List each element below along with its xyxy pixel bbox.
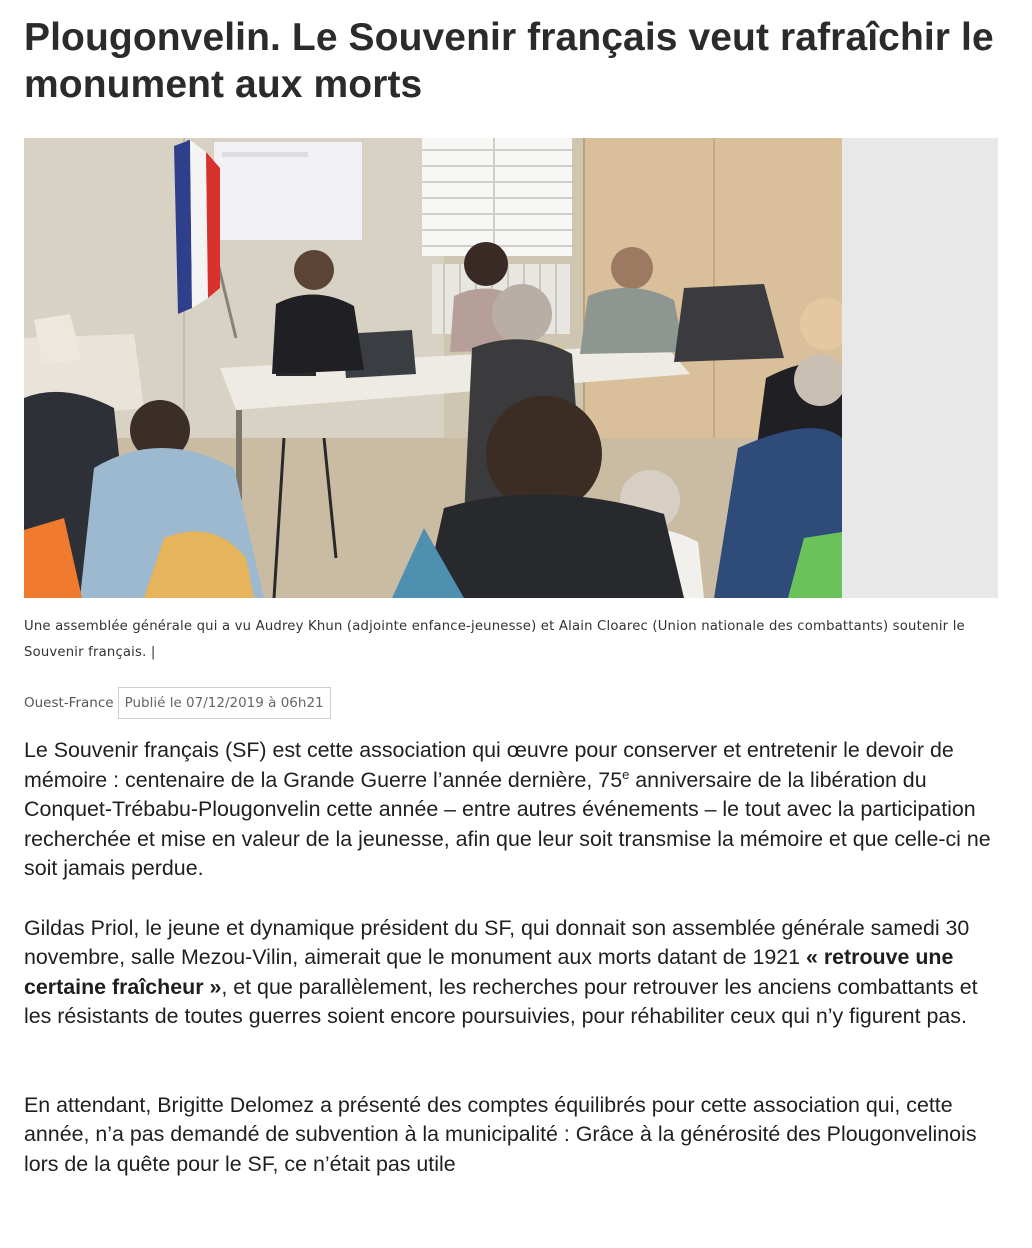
publication-date: Publié le 07/12/2019 à 06h21: [118, 687, 331, 719]
paragraph-2-quote: « retrouve une certaine fraîcheur »: [24, 945, 954, 999]
paragraph-1: [24, 736, 1004, 884]
paragraph-3: En attendant, Brigitte Delomez a présenté des comptes équilibrés pour cette association qui, cette année, n’a pas demandé de subvention à la municipalité : Grâce à la générosité des Plougonvelinois lors de la quête pour le SF, ce n’était pas utile: [24, 1092, 977, 1176]
article: [24, 14, 1014, 108]
paragraph-1-part-a: Le Souvenir français (SF) est cette association qui œuvre pour conserver et entretenir le devoir de mémoire : centenaire de la Grande Guerre l’année dernière, 75: [24, 738, 954, 792]
photo-caption: Une assemblée générale qui a vu Audrey Khun (adjointe enfance-jeunesse) et Alain Cloarec (Union nationale des combattants) soutenir le Souvenir français. |: [24, 619, 965, 660]
article-meta: [24, 686, 331, 720]
paragraph-2-part-a: Gildas Priol, le jeune et dynamique président du SF, qui donnait son assemblée générale samedi 30 novembre, salle Mezou-Vilin, aimerait que le monument aux morts datant de 1921: [24, 915, 970, 969]
ordinal-superscript: e: [622, 766, 630, 782]
article-headline: Plougonvelin. Le Souvenir français veut rafraîchir le monument aux morts: [24, 16, 994, 106]
paragraph-2: [24, 914, 1004, 1032]
paragraph-1-part-b: anniversaire de la libération du Conquet-Trébabu-Plougonvelin cette année – entre autres événements – le tout avec la participation recherchée et mise en valeur de la jeunesse, afin que leur soit transmise la mémoire et que celle-ci ne soit jamais perdue.: [24, 767, 991, 880]
paragraph-2-part-b: , et que parallèlement, les recherches pour retrouver les anciens combattants et les résistants de toutes guerres soient encore poursuivies, pour réhabiliter ceux qui n’y figurent pas.: [24, 974, 978, 1028]
source-label[interactable]: Ouest-France: [24, 695, 114, 711]
article-body: [24, 736, 1004, 1179]
article-figure: [24, 138, 998, 598]
article-photo[interactable]: [24, 138, 842, 598]
